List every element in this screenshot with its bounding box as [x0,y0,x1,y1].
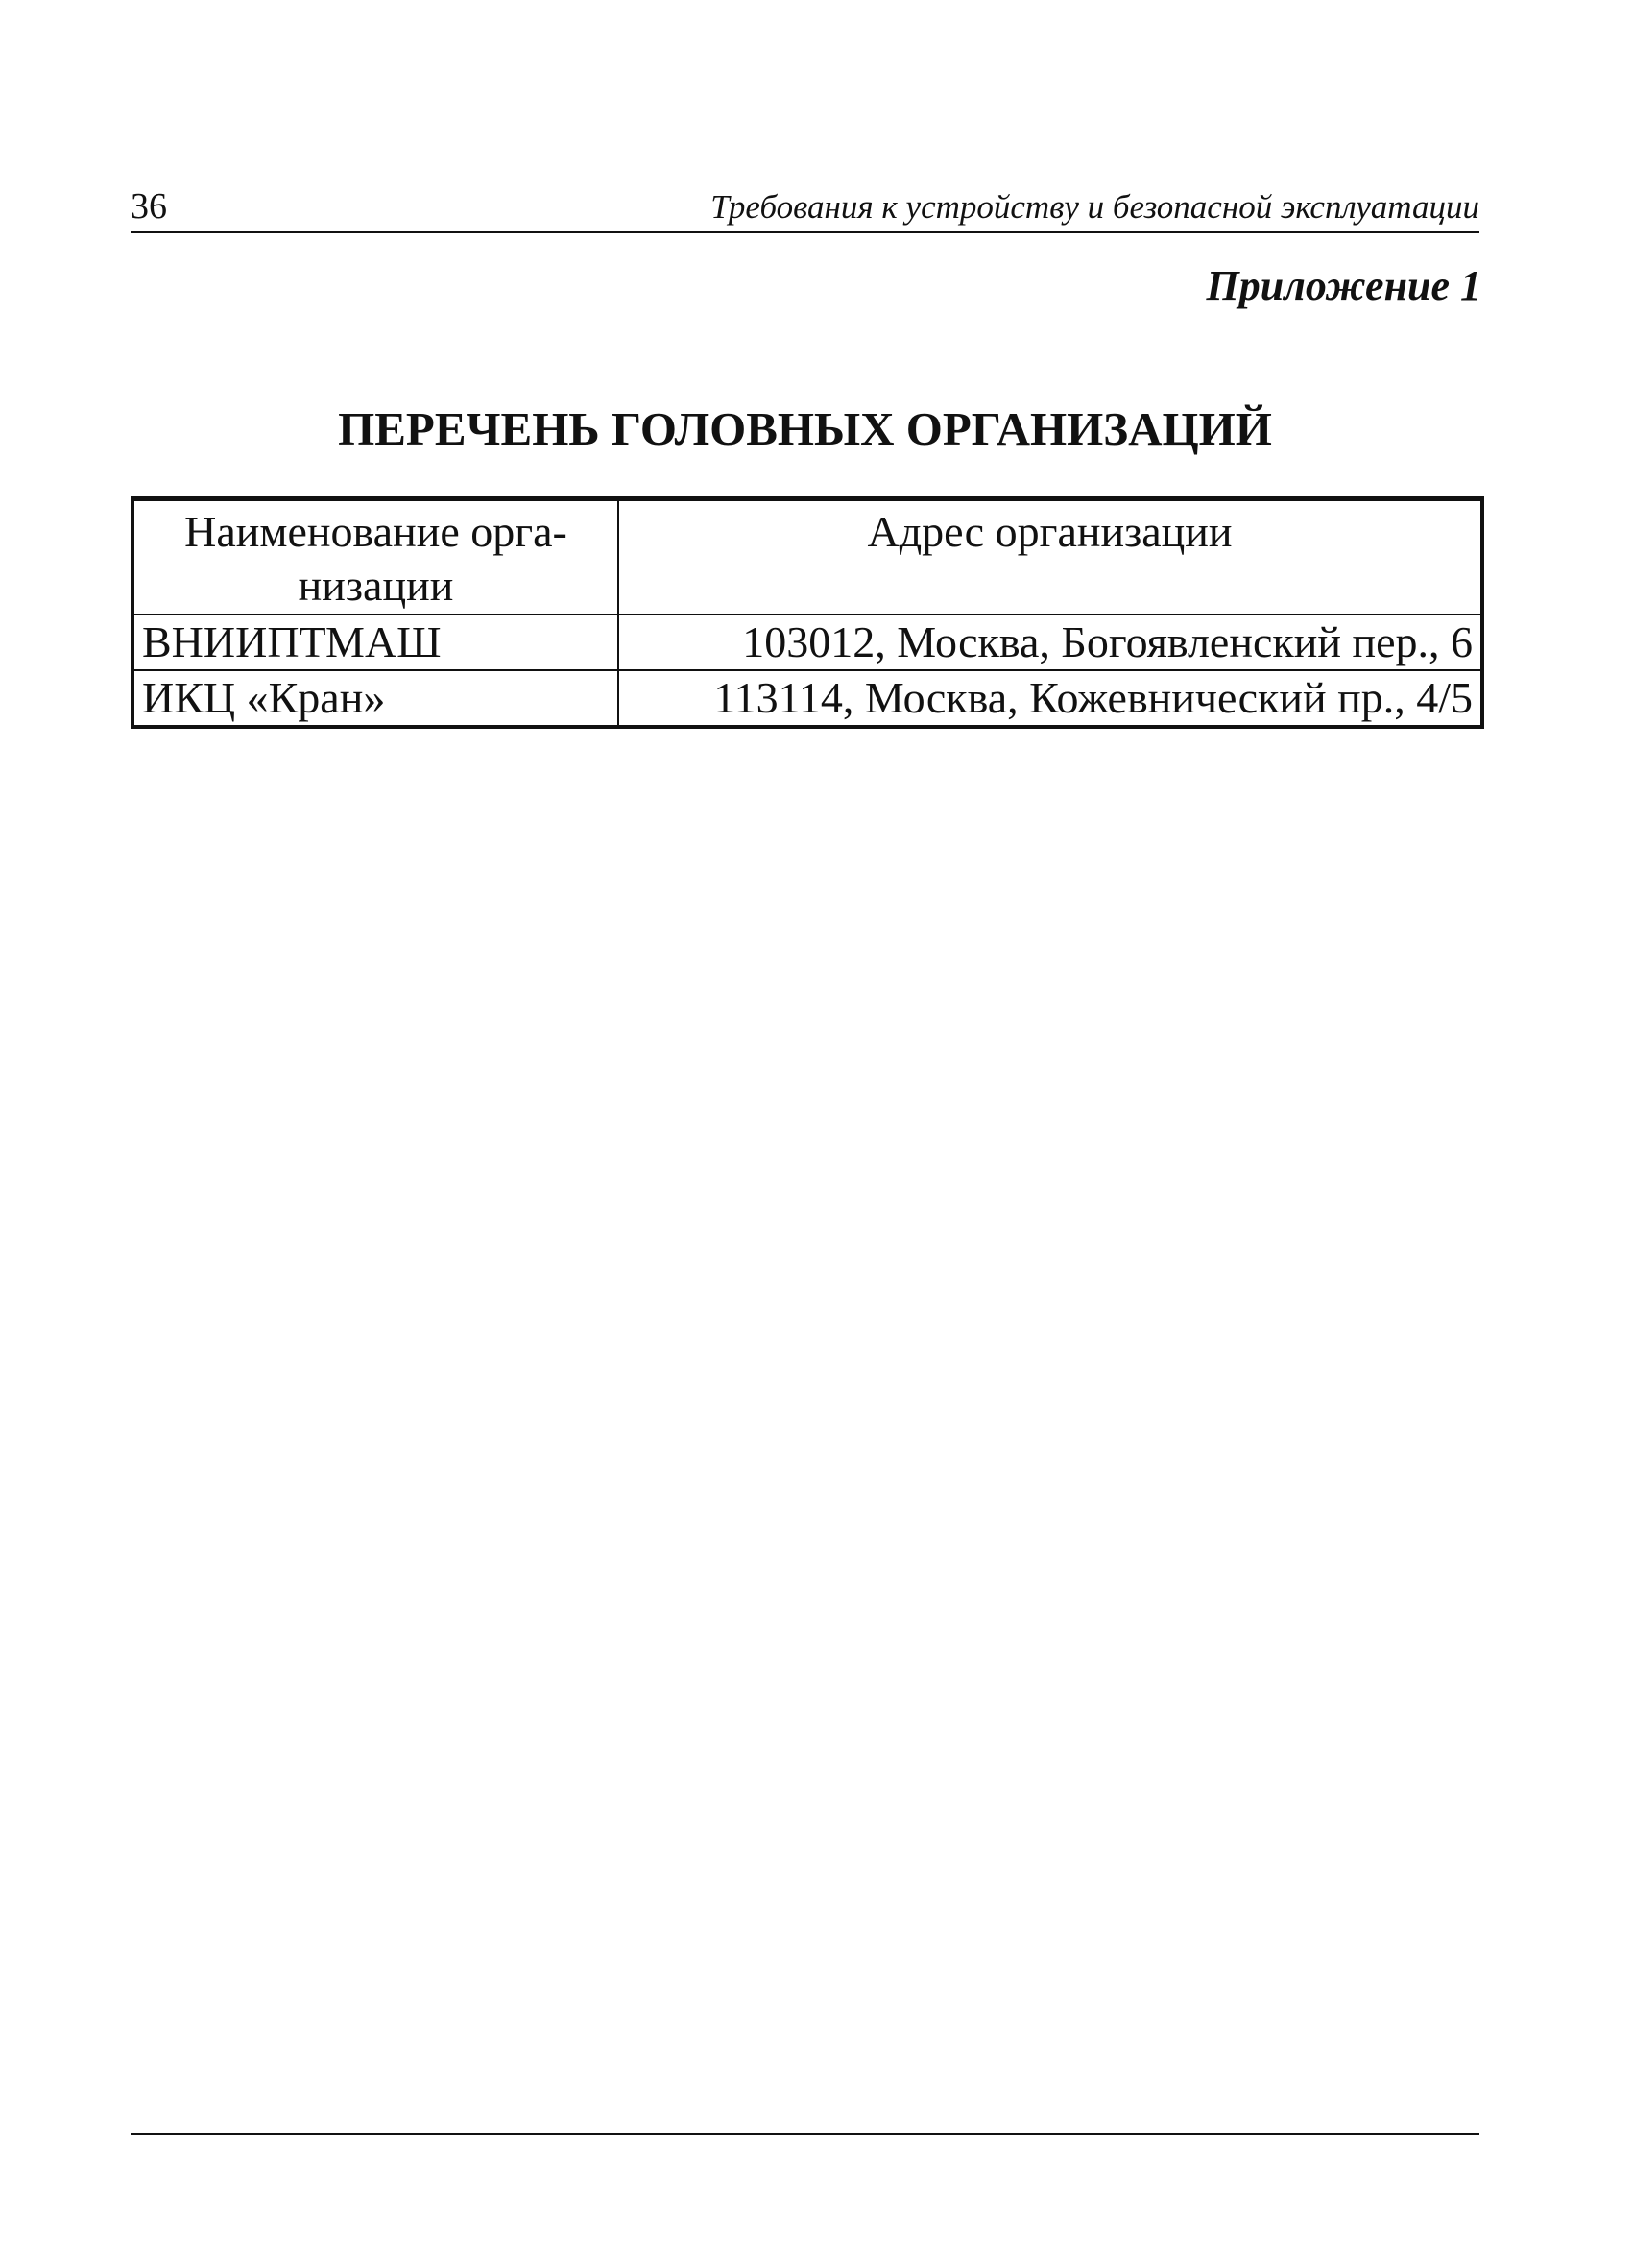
column-header-name: Наименование орга-низации [132,499,618,615]
column-header-address: Адрес организации [618,499,1482,615]
organization-name: ИКЦ «Кран» [132,670,618,727]
page-number: 36 [131,186,167,227]
table-row [132,615,1482,670]
appendix-label: Приложение 1 [1206,262,1481,309]
organizations-table [131,496,1484,729]
running-title: Требования к устройству и безопасной эксплуатации [710,188,1479,226]
section-title: ПЕРЕЧЕНЬ ГОЛОВНЫХ ОРГАНИЗАЦИЙ [338,402,1272,455]
organization-address: 113114, Москва, Кожевнический пр., 4/5 [618,670,1482,727]
table-header-row [132,499,1482,615]
organization-address: 103012, Москва, Богоявленский пер., 6 [618,615,1482,670]
organization-name: ВНИИПТМАШ [132,615,618,670]
table-row [132,670,1482,727]
header-rule [131,231,1479,233]
footer-rule [131,2133,1479,2135]
